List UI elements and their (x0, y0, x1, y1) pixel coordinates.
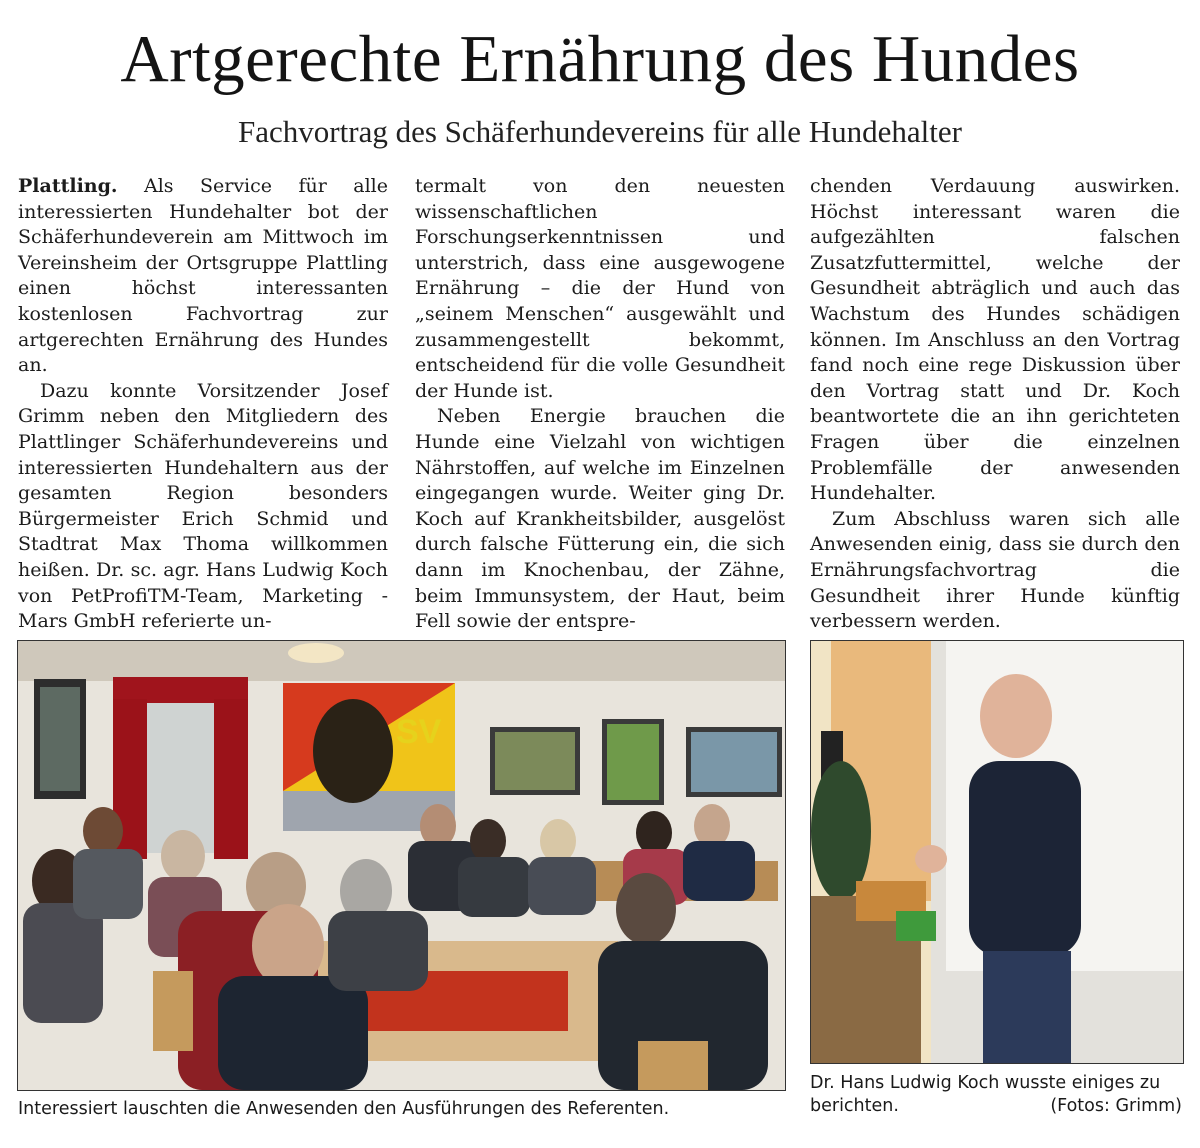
paragraph: Dazu konnte Vorsitzender Josef Grimm neben den Mitgliedern des Plattlinger Schäferhundevereins und interessierten Hundehaltern aus der gesamten Region besonders Bürgermeister Erich Schmid und Stadtrat Max Thoma willkommen heißen. Dr. sc. agr. Hans Ludwig Koch von PetProfiTM-Team, Marketing - Mars GmbH referierte un- (18, 379, 388, 633)
paragraph: termalt von den neuesten wissenschaftlichen Forschungserkenntnissen und unterstrich, dass eine ausgewogene Ernährung – die der Hund von „seinem Menschen“ ausgewählt und zusammengestellt bekommt, entscheidend für die volle Gesundheit der Hunde ist. (415, 175, 785, 402)
paragraph: Neben Energie brauchen die Hunde eine Vielzahl von wichtigen Nährstoffen, auf welche im Einzelnen eingegangen wurde. Weiter ging Dr. Koch auf Krankheitsbilder, ausgelöst durch falsche Fütterung ein, die sich dann im Knochenbau, der Zähne, beim Immunsystem, der Haut, beim Fell sowie der entspre- (415, 405, 785, 633)
paragraph: chenden Verdauung auswirken. Höchst interessant waren die aufgezählten falschen Zusatzfuttermittel, welche der Gesundheit abträglich und auch das Wachstum des Hundes schädigen können. Im Anschluss an den Vortrag fand noch eine rege Diskussion über den Vortrag statt und Dr. Koch beantwortete die an ihn gerichteten Fragen über die einzelnen Problemfälle der anwesenden Hundehalter. (810, 175, 1180, 505)
paragraph: Zum Abschluss waren sich alle Anwesenden einig, dass sie durch den Ernährungsfachvortrag die Gesundheit ihrer Hunde künftig verbessern werden. (810, 507, 1180, 633)
photo-credit: (Fotos: Grimm) (1050, 1096, 1182, 1116)
text-column-3 (810, 174, 1180, 635)
dateline: Plattling. (18, 175, 118, 197)
audience-photo-image (18, 641, 785, 1090)
speaker-photo (810, 640, 1184, 1064)
caption-text: Dr. Hans Ludwig Koch wusste einiges zu berichten. (810, 1073, 1161, 1116)
speaker-photo-image (811, 641, 1183, 1063)
photo-caption-right (810, 1072, 1182, 1118)
subheadline: Fachvortrag des Schäferhundevereins für alle Hundehalter (238, 114, 962, 149)
banner-text: SV (396, 713, 442, 751)
audience-photo (17, 640, 786, 1091)
paragraph-text: Als Service für alle interessierten Hundehalter bot der Schäferhundeverein am Mittwoch im Vereinsheim der Ortsgruppe Plattling einen höchst interessanten kostenlosen Fachvortrag zur artgerechten Ernährung des Hundes an. (18, 175, 388, 377)
headline: Artgerechte Ernährung des Hundes (120, 22, 1080, 96)
text-column-2 (415, 174, 785, 635)
photo-caption-left: Interessiert lauschten die Anwesenden den Ausführungen des Referenten. (18, 1099, 670, 1119)
text-column-1 (18, 174, 388, 635)
paragraph (18, 174, 388, 379)
